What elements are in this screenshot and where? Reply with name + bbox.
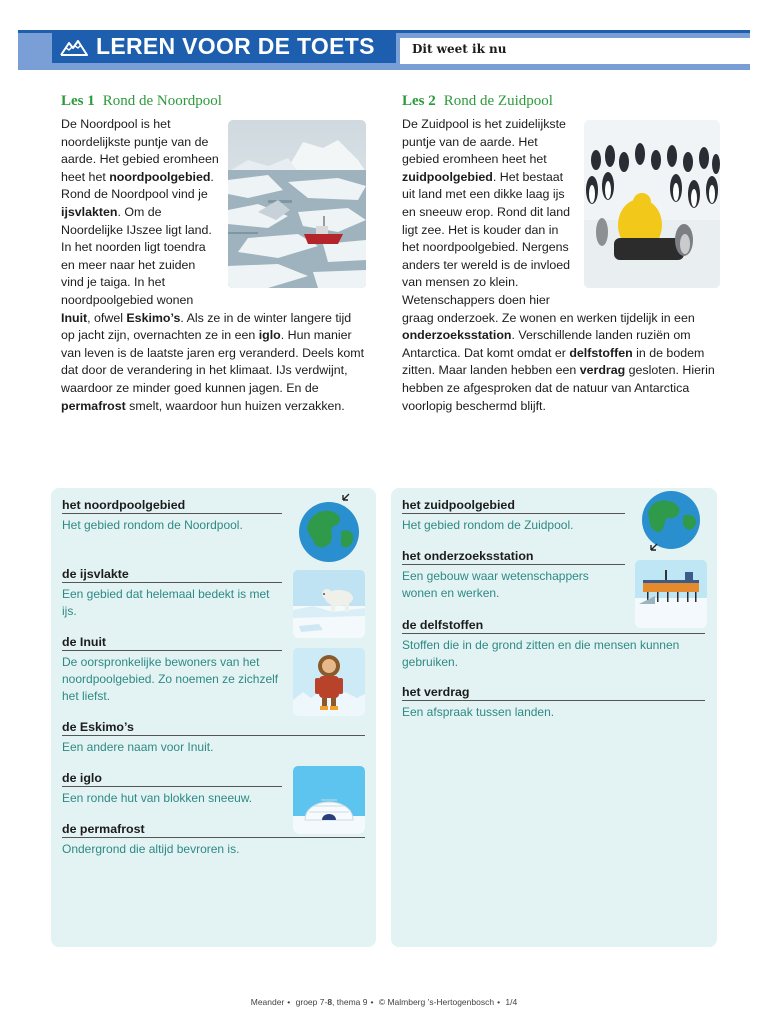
glossary-definition: Een andere naam voor Inuit. [62,740,214,754]
glossary-term: de Inuit [62,635,282,651]
lesson-1-number: Les 1 [61,93,95,109]
glossary-entry [62,771,282,807]
glossary-term: de permafrost [62,822,365,838]
glossary-definition: Het gebied rondom de Noordpool. [62,518,243,532]
inuit-person-icon [293,648,365,716]
glossary-entry [62,498,282,534]
polar-bear-icon [293,570,365,638]
glossary-definition: Een afspraak tussen landen. [402,705,555,719]
glossary-entry [62,567,282,620]
footer-page-number: 1/4 [505,997,518,1007]
lesson-2-text: De Zuidpool is het zuidelijkste puntje van de aarde. Het gebied eromheen heet het zuidpoolgebied. Het bestaat uit land met een dikke laag ijs en sneeuw erop. Rond dit land ligt zee. Het is kouder dan in het noordpoolgebied. Nergens anders ter wereld is de invloed van mensen zo klein. Wetenschappers doen hier graag onderzoek. Ze wonen en werken tijdelijk in een onderzoeksstation. Verschillende landen ruziën om Antarctica. Dat komt omdat er delfstoffen in de bodem zitten. Maar landen hebben een verdrag gesloten. Hierin hebben ze afgesproken dat de natuur van Antarctica voorlopig beschermd blijft. [402,117,715,413]
glossary-term: de iglo [62,771,282,787]
lesson-1-text: De Noordpool is het noordelijkste puntje van de aarde. Het gebied eromheen heet het noordpoolgebied. Rond de Noordpool vind je ijsvlakten. Om de Noordelijke IJszee ligt land. In het noorden ligt toendra en meer naar het zuiden vind je taiga. In het noordpoolgebied wonen Inuit, ofwel Eskimo’s. Als ze in de winter langere tijd op jacht zijn, overnachten ze in een iglo. Hun manier van leven is de laatste jaren erg veranderd. Deels komt dat door de verandering in het klimaat. IJs verdwijnt, waardoor ze minder goed kunnen jagen. En de permafrost smelt, waardoor hun huizen verzakken. [61,117,365,413]
lesson-2-heading [402,93,720,110]
glossary-definition: Ondergrond die altijd bevroren is. [62,842,240,856]
glossary-term: de ijsvlakte [62,567,282,583]
footer-copyright: © Malmberg ’s-Hertogenbosch [378,997,495,1007]
glossary-definition: De oorspronkelijke bewoners van het noordpoolgebied. Zo noemen ze zichzelf het liefst. [62,655,279,703]
research-station-icon [635,560,707,628]
glossary-definition: Een ronde hut van blokken sneeuw. [62,791,253,805]
glossary-entry [62,635,282,705]
lesson-1-heading [61,93,366,110]
glossary-term: de delfstoffen [402,618,705,634]
globe-north-icon [295,492,367,564]
glossary-entry [402,549,625,602]
footer-group: groep 7-8, thema 9 [295,997,368,1007]
page-title: LEREN VOOR DE TOETS [96,33,375,59]
glossary-box-south [391,488,717,947]
lesson-2-title: Rond de Zuidpool [443,93,553,109]
glossary-definition: Een gebouw waar wetenschappers wonen en werken. [402,569,589,600]
lesson-1 [61,93,366,415]
lesson-1-title: Rond de Noordpool [102,93,222,109]
header-title-block [52,30,396,63]
glossary-box-north [51,488,376,947]
glossary-term: het onderzoeksstation [402,549,625,565]
mountain-icon [60,38,88,56]
arctic-ice-photo [228,120,366,288]
footer-brand: Meander [250,997,285,1007]
globe-south-icon [635,490,707,556]
penguins-photo [584,120,720,288]
glossary-definition: Een gebied dat helemaal bedekt is met ijs. [62,587,270,618]
header-subtitle-block [400,38,750,64]
glossary-term: de Eskimo’s [62,720,365,736]
lesson-2 [402,93,720,415]
glossary-term: het noordpoolgebied [62,498,282,514]
glossary-entry [402,685,705,721]
page-subtitle: Dit weet ik nu [412,42,507,56]
glossary-definition: Het gebied rondom de Zuidpool. [402,518,574,532]
igloo-icon [293,766,365,834]
glossary-entry [402,498,625,534]
lesson-2-number: Les 2 [402,93,436,109]
glossary-entry [62,720,365,756]
glossary-term: het zuidpoolgebied [402,498,625,514]
glossary-term: het verdrag [402,685,705,701]
glossary-definition: Stoffen die in de grond zitten en die mensen kunnen gebruiken. [402,638,680,669]
page-footer: Meander • groep 7-8, thema 9 • © Malmberg ’s-Hertogenbosch • 1/4 [250,997,518,1007]
